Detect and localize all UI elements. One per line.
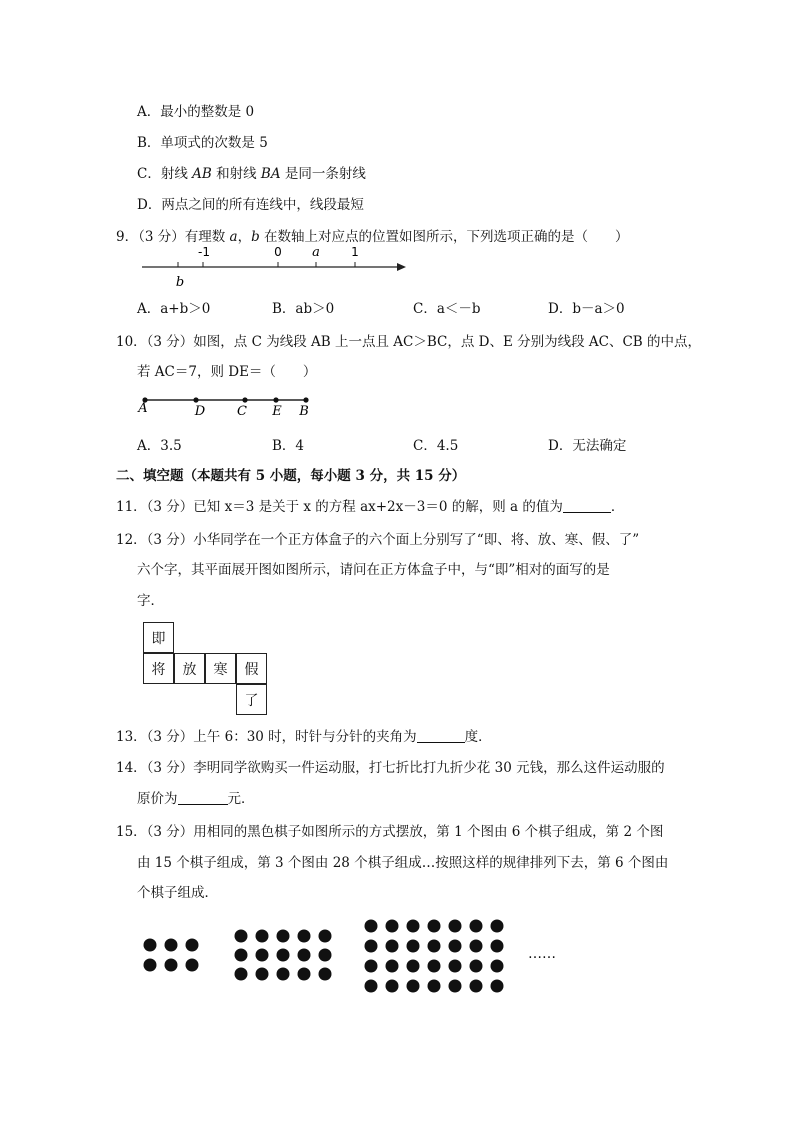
ellipsis-text: …… <box>528 946 556 962</box>
stem-text: 9．（3 分）有理数 <box>116 229 230 245</box>
piece <box>144 939 157 952</box>
piece <box>470 980 483 993</box>
piece <box>144 959 157 972</box>
option-letter: B． <box>137 135 161 151</box>
stem-text: ． <box>610 499 625 515</box>
stem-text: 13．（3 分）上午 6：30 时，时针与分针的夹角为 <box>116 729 417 745</box>
label-point-b: B <box>299 404 309 419</box>
q15-stem-line2: 由 15 个棋子组成，第 3 个图由 28 个棋子组成…按照这样的规律排列下去，第 6 个图由 <box>137 855 669 871</box>
q15-stem-line3: 个棋子组成． <box>137 885 218 901</box>
piece <box>365 940 378 953</box>
stem-text: 度． <box>464 729 492 745</box>
piece <box>386 960 399 973</box>
option-text: 两点之间的所有连线中，线段最短 <box>161 197 364 213</box>
option-letter: A． <box>137 104 161 120</box>
option-letter: A． <box>137 438 161 454</box>
option-letter: A． <box>137 301 161 317</box>
piece <box>256 968 269 981</box>
figure-1-pieces <box>144 939 199 972</box>
piece <box>365 960 378 973</box>
stem-text: 11．（3 分）已知 x＝3 是关于 x 的方程 ax+2x－3＝0 的解，则 a 的值为 <box>116 499 563 515</box>
piece <box>407 920 420 933</box>
piece <box>470 940 483 953</box>
piece <box>186 939 199 952</box>
label-b: b <box>175 275 185 290</box>
variable: AB <box>192 166 212 182</box>
label-point-e: E <box>272 404 282 419</box>
option-letter: C． <box>413 438 437 454</box>
piece <box>319 930 332 943</box>
net-cell-le: 了 <box>236 684 267 715</box>
piece <box>298 968 311 981</box>
net-cell-jiang: 将 <box>143 653 174 684</box>
stem-text: 原价为 <box>137 791 178 807</box>
option-text: a+b＞0 <box>160 301 211 317</box>
option-letter: C． <box>413 301 437 317</box>
piece <box>386 920 399 933</box>
piece <box>386 980 399 993</box>
piece <box>407 980 420 993</box>
stem-text: 在数轴上对应点的位置如图所示，下列选项正确的是（ ） <box>259 229 629 245</box>
option-text: 最小的整数是 0 <box>160 104 255 120</box>
net-cell-han: 寒 <box>205 653 236 684</box>
piece <box>235 968 248 981</box>
option-text: 和射线 <box>211 166 261 182</box>
net-cell-jia: 假 <box>236 653 267 684</box>
section-title: 二、填空题（本题共有 5 小题，每小题 3 分，共 15 分） <box>116 468 466 484</box>
label-zero: 0 <box>274 245 282 259</box>
option-letter: D． <box>137 197 162 213</box>
option-text: 3.5 <box>160 438 182 454</box>
q12-stem-line2: 六个字，其平面展开图如图所示，请问在正方体盒子中，与“即”相对的面写的是 <box>137 562 610 578</box>
stem-text: 元． <box>227 791 255 807</box>
piece <box>319 968 332 981</box>
piece <box>365 980 378 993</box>
option-text: 4.5 <box>436 438 459 454</box>
piece <box>449 940 462 953</box>
q15-stem-line1: 15．（3 分）用相同的黑色棋子如图所示的方式摆放，第 1 个图由 6 个棋子组成，第 2 个图 <box>116 824 664 840</box>
piece <box>470 960 483 973</box>
option-letter: B． <box>272 438 296 454</box>
piece <box>256 930 269 943</box>
piece <box>165 939 178 952</box>
piece <box>165 959 178 972</box>
piece <box>186 959 199 972</box>
figure-3-pieces <box>365 920 504 993</box>
label-a: a <box>312 245 320 260</box>
variable: BA <box>260 166 281 182</box>
variable: a <box>229 229 238 245</box>
piece <box>491 960 504 973</box>
option-letter: C． <box>137 166 161 182</box>
piece <box>277 949 290 962</box>
label-minus-one: -1 <box>198 245 210 259</box>
piece <box>449 960 462 973</box>
net-cell-ji: 即 <box>143 622 174 653</box>
label-point-a: A <box>138 401 148 416</box>
piece <box>407 960 420 973</box>
piece <box>428 940 441 953</box>
label-one: 1 <box>351 245 359 259</box>
piece <box>298 949 311 962</box>
option-letter: D． <box>548 301 573 317</box>
q10-stem-line1: 10．（3 分）如图，点 C 为线段 AB 上一点且 AC＞BC，点 D、E 分别为线段 AC、CB 的中点， <box>116 334 702 350</box>
piece <box>449 980 462 993</box>
piece <box>319 949 332 962</box>
option-text: b－a＞0 <box>572 301 625 317</box>
option-text: 4 <box>295 438 305 454</box>
piece <box>256 949 269 962</box>
option-letter: B． <box>272 301 296 317</box>
piece <box>428 960 441 973</box>
piece <box>407 940 420 953</box>
piece <box>428 980 441 993</box>
q12-stem-line3: 字． <box>137 593 164 609</box>
piece <box>277 930 290 943</box>
option-text: ab＞0 <box>295 301 335 317</box>
piece <box>365 920 378 933</box>
option-text: a＜－b <box>436 301 481 317</box>
label-point-d: D <box>194 404 206 419</box>
option-letter: D． <box>548 438 573 454</box>
option-text: 无法确定 <box>572 438 627 454</box>
net-cell-fang: 放 <box>174 653 205 684</box>
piece <box>470 920 483 933</box>
piece <box>277 968 290 981</box>
piece <box>449 920 462 933</box>
q12-stem-line1: 12．（3 分）小华同学在一个正方体盒子的六个面上分别写了“即、将、放、寒、假、了” <box>116 532 640 548</box>
option-text: 射线 <box>160 166 193 182</box>
piece <box>491 940 504 953</box>
q14-stem-line1: 14．（3 分）李明同学欲购买一件运动服，打七折比打九折少花 30 元钱，那么这件运动服的 <box>116 760 665 776</box>
stem-text: ， <box>237 229 252 245</box>
figure-2-pieces <box>235 930 332 981</box>
option-text: 单项式的次数是 5 <box>160 135 268 151</box>
piece <box>235 949 248 962</box>
variable: b <box>251 229 260 245</box>
piece <box>298 930 311 943</box>
option-text: 是同一条射线 <box>280 166 366 182</box>
piece <box>428 920 441 933</box>
label-point-c: C <box>237 404 247 419</box>
piece <box>235 930 248 943</box>
q10-stem-line2: 若 AC＝7，则 DE＝（ ） <box>137 364 317 380</box>
piece <box>491 920 504 933</box>
piece <box>491 980 504 993</box>
piece <box>386 940 399 953</box>
